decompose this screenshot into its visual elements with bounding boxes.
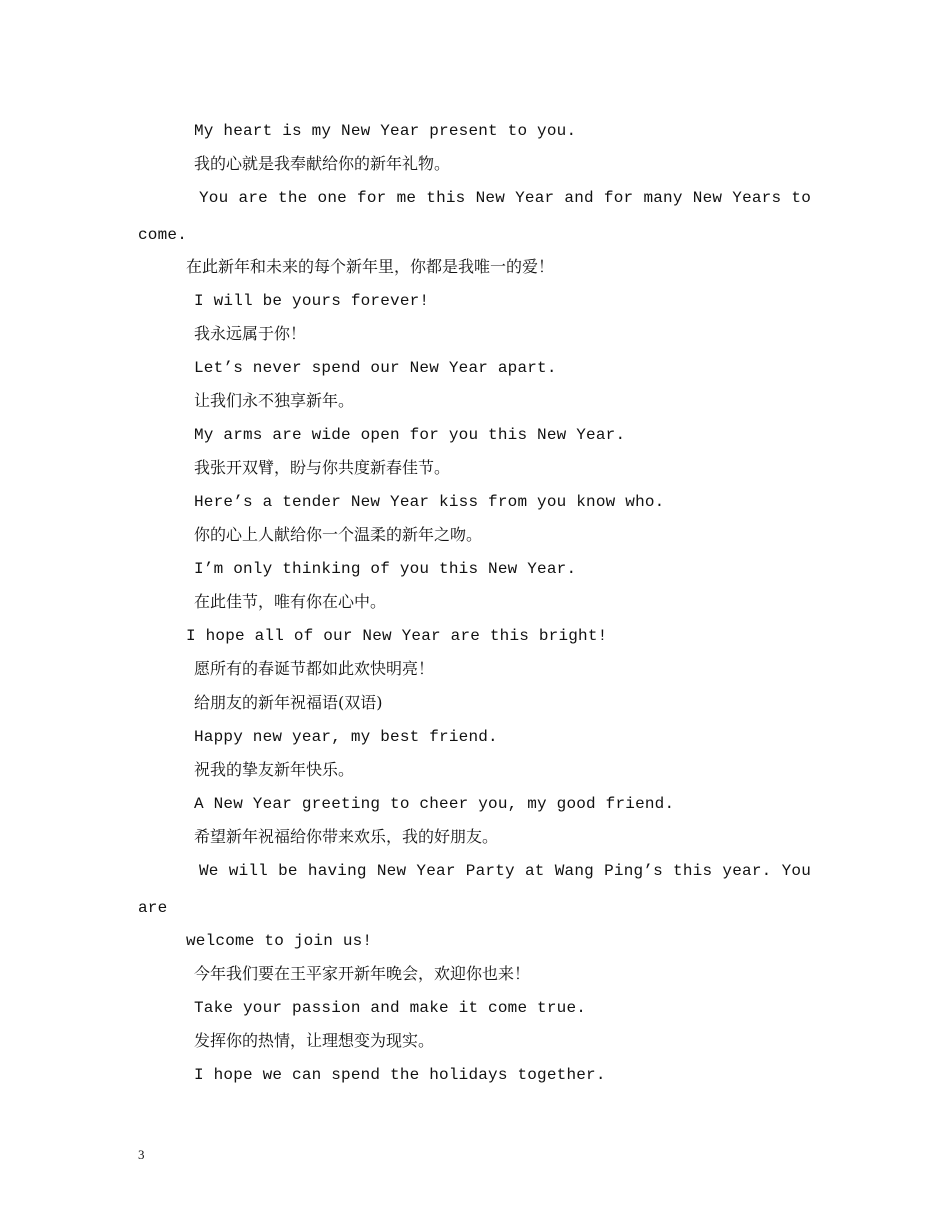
text-line: 我的心就是我奉献给你的新年礼物。: [194, 154, 451, 173]
text-line: Let’s never spend our New Year apart.: [194, 359, 557, 377]
text-line: 我永远属于你！: [194, 324, 307, 343]
text-line: 我张开双臂，盼与你共度新春佳节。: [194, 458, 451, 477]
text-line: I will be yours forever!: [194, 292, 430, 310]
section-heading: 给朋友的新年祝福语(双语): [194, 693, 383, 712]
page-number: 3: [138, 1147, 145, 1162]
text-line: 发挥你的热情，让理想变为现实。: [194, 1031, 435, 1050]
text-line: come.: [138, 226, 188, 244]
text-line: My arms are wide open for you this New Year.: [194, 426, 626, 444]
text-line: 祝我的挚友新年快乐。: [194, 760, 355, 779]
text-line: I hope we can spend the holidays together.: [194, 1066, 606, 1084]
text-line: My heart is my New Year present to you.: [194, 122, 577, 140]
text-line: 让我们永不独享新年。: [194, 391, 355, 410]
text-line: 你的心上人献给你一个温柔的新年之吻。: [194, 525, 483, 544]
text-line: are: [138, 899, 168, 917]
text-line: A New Year greeting to cheer you, my good friend.: [194, 795, 675, 813]
text-line: 愿所有的春诞节都如此欢快明亮！: [194, 659, 435, 678]
text-line: I hope all of our New Year are this bright!: [186, 627, 608, 645]
text-line: Take your passion and make it come true.: [194, 999, 587, 1017]
text-line: We will be having New Year Party at Wang Ping’s this year. You: [199, 862, 811, 880]
text-line: 在此佳节，唯有你在心中。: [194, 592, 387, 611]
text-line: 今年我们要在王平家开新年晚会，欢迎你也来！: [194, 964, 531, 983]
text-line: I’m only thinking of you this New Year.: [194, 560, 577, 578]
text-line: welcome to join us!: [186, 932, 373, 950]
text-line: You are the one for me this New Year and for many New Years to: [199, 189, 811, 207]
text-line: 在此新年和未来的每个新年里，你都是我唯一的爱！: [186, 257, 555, 276]
text-line: Here’s a tender New Year kiss from you know who.: [194, 493, 665, 511]
text-line: 希望新年祝福给你带来欢乐，我的好朋友。: [194, 827, 499, 846]
text-line: Happy new year, my best friend.: [194, 728, 498, 746]
